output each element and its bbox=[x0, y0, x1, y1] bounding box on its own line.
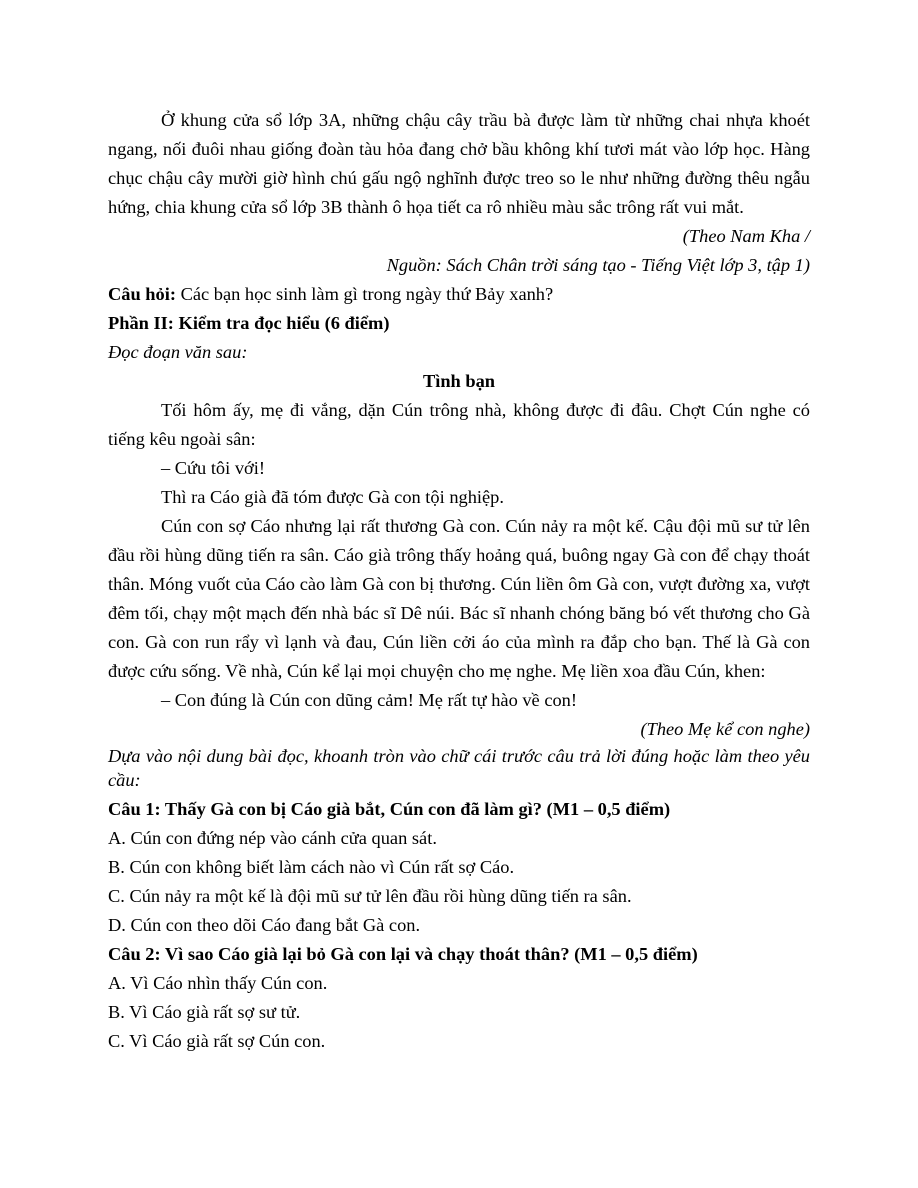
story-paragraph: Thì ra Cáo già đã tóm được Gà con tội nghiệp. bbox=[161, 487, 504, 507]
task-instruction: Dựa vào nội dung bài đọc, khoanh tròn vào chữ cái trước câu trả lời đúng hoặc làm theo yêu cầu: bbox=[108, 746, 810, 790]
question-1-option-b: B. Cún con không biết làm cách nào vì Cún rất sợ Cáo. bbox=[108, 857, 515, 877]
question-2-option-a: A. Vì Cáo nhìn thấy Cún con. bbox=[108, 973, 328, 993]
story-paragraph: Tối hôm ấy, mẹ đi vắng, dặn Cún trông nhà, không được đi đâu. Chợt Cún nghe có tiếng kêu ngoài sân: bbox=[108, 400, 810, 449]
intro-question-label: Câu hỏi: bbox=[108, 284, 176, 304]
part2-heading: Phần II: Kiểm tra đọc hiểu (6 điểm) bbox=[108, 313, 390, 333]
part2-instruction: Đọc đoạn văn sau: bbox=[108, 342, 248, 362]
passage-paragraph: Ở khung cửa sổ lớp 3A, những chậu cây trầu bà được làm từ những chai nhựa khoét ngang, nối đuôi nhau giống đoàn tàu hỏa đang chở bầu không khí tươi mát vào lớp học. Hàng chục chậu cây mười giờ hình chú gấu ngộ nghĩnh được treo so le như những đường thêu ngẫu hứng, chia khung cửa sổ lớp 3B thành ô họa tiết ca rô nhiều màu sắc trông rất vui mắt. bbox=[108, 110, 810, 217]
intro-question bbox=[108, 280, 810, 309]
story-title: Tình bạn bbox=[422, 371, 496, 391]
intro-question-text: Các bạn học sinh làm gì trong ngày thứ Bảy xanh? bbox=[175, 284, 554, 304]
story-source: (Theo Mẹ kể con nghe) bbox=[640, 719, 810, 739]
question-2-title: Câu 2: Vì sao Cáo già lại bỏ Gà con lại và chạy thoát thân? (M1 – 0,5 điểm) bbox=[108, 944, 698, 964]
question-2-option-c: C. Vì Cáo già rất sợ Cún con. bbox=[108, 1031, 326, 1051]
passage-source-line-2: Nguồn: Sách Chân trời sáng tạo - Tiếng Việt lớp 3, tập 1) bbox=[386, 255, 810, 275]
question-1-title: Câu 1: Thấy Gà con bị Cáo già bắt, Cún con đã làm gì? (M1 – 0,5 điểm) bbox=[108, 799, 671, 819]
question-1-option-a: A. Cún con đứng nép vào cánh cửa quan sát. bbox=[108, 828, 437, 848]
story-dialog-line: – Con đúng là Cún con dũng cảm! Mẹ rất tự hào về con! bbox=[161, 690, 577, 710]
question-1-option-c: C. Cún nảy ra một kế là đội mũ sư tử lên đầu rồi hùng dũng tiến ra sân. bbox=[108, 886, 632, 906]
question-1-option-d: D. Cún con theo dõi Cáo đang bắt Gà con. bbox=[108, 915, 421, 935]
story-dialog-line: – Cứu tôi với! bbox=[161, 458, 265, 478]
passage-source-line-1: (Theo Nam Kha / bbox=[682, 226, 810, 246]
question-2-option-b: B. Vì Cáo già rất sợ sư tử. bbox=[108, 1002, 301, 1022]
story-paragraph: Cún con sợ Cáo nhưng lại rất thương Gà con. Cún nảy ra một kế. Cậu đội mũ sư tử lên đầu rồi hùng dũng tiến ra sân. Cáo già trông thấy hoảng quá, buông ngay Gà con để chạy thoát thân. Móng vuốt của Cáo cào làm Gà con bị thương. Cún liền ôm Gà con, vượt đường xa, vượt đêm tối, chạy một mạch đến nhà bác sĩ Dê núi. Bác sĩ nhanh chóng băng bó vết thương cho Gà con. Gà con run rẩy vì lạnh và đau, Cún liền cởi áo của mình ra đắp cho bạn. Thế là Gà con được cứu sống. Về nhà, Cún kể lại mọi chuyện cho mẹ nghe. Mẹ liền xoa đầu Cún, khen: bbox=[108, 516, 810, 681]
document-page bbox=[108, 106, 810, 1056]
